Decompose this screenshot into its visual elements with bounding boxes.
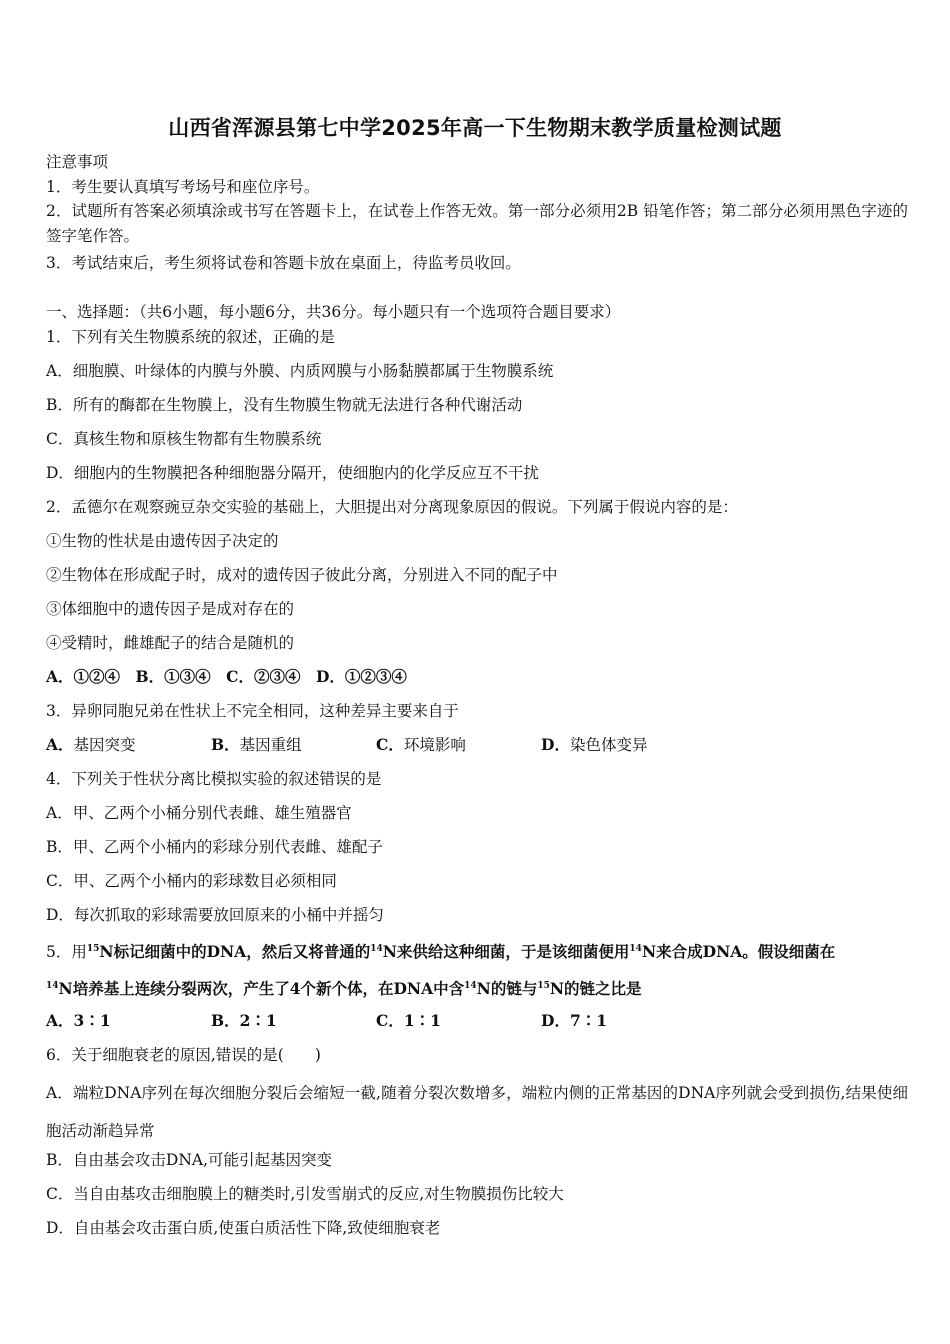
q6-option-c: C．当自由基攻击细胞膜上的糖类时,引发雪崩式的反应,对生物膜损伤比较大 xyxy=(46,1185,564,1203)
q5-option-a: A．3∶1 xyxy=(46,1011,111,1030)
q6-option-d: D．自由基会攻击蛋白质,使蛋白质活性下降,致使细胞衰老 xyxy=(46,1219,441,1237)
q2-statement-1: ①生物的性状是由遗传因子决定的 xyxy=(46,532,279,550)
q2-stem: 2．孟德尔在观察豌豆杂交实验的基础上，大胆提出对分离现象原因的假说。下列属于假说内容的是： xyxy=(46,498,738,516)
q3-option-c: C．环境影响 xyxy=(376,735,466,754)
page-title: 山西省浑源县第七中学2025年高一下生物期末教学质量检测试题 xyxy=(168,116,782,140)
q6-option-b: B．自由基会攻击DNA,可能引起基因突变 xyxy=(46,1151,333,1169)
q3-option-b: B．基因重组 xyxy=(211,735,302,754)
q5-option-b: B．2∶1 xyxy=(211,1011,277,1030)
notice-item-2: 2．试题所有答案必须填涂或书写在答题卡上，在试卷上作答无效。第一部分必须用2B 铅笔作答；第二部分必须用黑色字迹的签字笔作答。 xyxy=(46,202,908,245)
q3-option-d: D．染色体变异 xyxy=(541,735,648,754)
q5-option-d: D．7∶1 xyxy=(541,1011,608,1030)
q5-option-c: C．1∶1 xyxy=(376,1011,441,1030)
q5-options xyxy=(46,1011,906,1031)
q1-option-d: D．细胞内的生物膜把各种细胞器分隔开，使细胞内的化学反应互不干扰 xyxy=(46,464,539,482)
q5-stem-line1: 5．用$^{15}$N标记细菌中的DNA，然后又将普通的$^{14}$N来供给这种细菌，于是该细菌便用$^{14}$N来合成DNA。假设细菌在 xyxy=(46,942,836,961)
q2-statement-2: ②生物体在形成配子时，成对的遗传因子彼此分离，分别进入不同的配子中 xyxy=(46,566,558,584)
q4-option-a: A．甲、乙两个小桶分别代表雌、雄生殖器官 xyxy=(46,804,352,822)
q4-option-b: B．甲、乙两个小桶内的彩球分别代表雌、雄配子 xyxy=(46,838,383,856)
q4-stem: 4．下列关于性状分离比模拟实验的叙述错误的是 xyxy=(46,770,382,788)
q4-option-d: D．每次抓取的彩球需要放回原来的小桶中并摇匀 xyxy=(46,906,384,924)
q3-stem: 3．异卵同胞兄弟在性状上不完全相同，这种差异主要来自于 xyxy=(46,702,459,720)
q6-stem: 6．关于细胞衰老的原因,错误的是( ) xyxy=(46,1046,321,1064)
q3-options xyxy=(46,735,906,755)
q4-option-c: C．甲、乙两个小桶内的彩球数目必须相同 xyxy=(46,872,337,890)
q2-options: A．①②④ B．①③④ C．②③④ D．①②③④ xyxy=(46,667,407,686)
notice-item-1: 1．考生要认真填写考场号和座位序号。 xyxy=(46,178,320,196)
q2-statement-4: ④受精时，雌雄配子的结合是随机的 xyxy=(46,634,295,652)
q5-stem-line2: $^{14}$N培养基上连续分裂两次，产生了4个新个体，在DNA中含$^{14}$N的链与$^{15}$N的链之比是 xyxy=(46,979,642,998)
notice-item-3: 3．考试结束后，考生须将试卷和答题卡放在桌面上，待监考员收回。 xyxy=(46,254,521,272)
q1-option-c: C．真核生物和原核生物都有生物膜系统 xyxy=(46,430,322,448)
q1-option-b: B．所有的酶都在生物膜上，没有生物膜生物就无法进行各种代谢活动 xyxy=(46,396,523,414)
section-heading: 一、选择题：（共6小题，每小题6分，共36分。每小题只有一个选项符合题目要求） xyxy=(46,303,621,321)
q1-stem: 1．下列有关生物膜系统的叙述，正确的是 xyxy=(46,328,335,346)
q2-statement-3: ③体细胞中的遗传因子是成对存在的 xyxy=(46,600,295,618)
q1-option-a: A．细胞膜、叶绿体的内膜与外膜、内质网膜与小肠黏膜都属于生物膜系统 xyxy=(46,362,554,380)
q3-option-a: A．基因突变 xyxy=(46,735,136,754)
q6-option-a: A．端粒DNA序列在每次细胞分裂后会缩短一截,随着分裂次数增多，端粒内侧的正常基因的DNA序列就会受到损伤,结果使细胞活动渐趋异常 xyxy=(46,1084,908,1140)
notice-heading: 注意事项 xyxy=(46,153,109,171)
